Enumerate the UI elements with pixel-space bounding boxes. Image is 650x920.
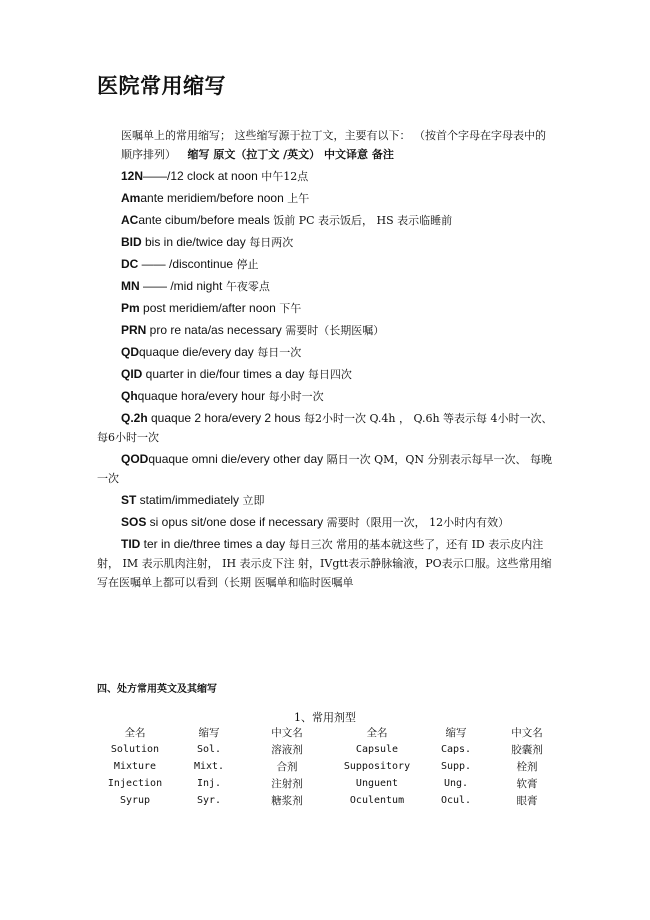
table-cell: Solution [110,744,160,755]
entries-container [97,167,553,592]
abbreviation-entry [97,343,553,362]
abbreviation-entry [97,233,553,252]
abbreviation-original: bis in die/twice day [141,235,246,249]
abbreviation-entry [97,211,553,230]
table-cell: Ung. [443,778,469,789]
abbreviation-code: QOD [121,452,149,466]
table-header-cell: 中文名 [511,727,543,739]
table-cell: Sol. [196,744,222,755]
abbreviation-code: BID [121,235,142,249]
abbreviation-entry [97,491,553,510]
abbreviation-entry [97,299,553,318]
table-cell: Mixture [113,761,157,772]
abbreviation-code: Q.2h [121,411,148,425]
table-cell: Syr. [196,795,222,806]
abbreviation-meaning: 隔日一次 QM，QN 分别表示每早一次、 每晚一次 [97,453,553,485]
abbreviation-code: ST [121,493,137,507]
dosage-form-table [97,724,567,809]
table-header-cell: 全名 [366,727,388,739]
table-cell: 眼膏 [516,795,538,807]
abbreviation-entry [97,387,553,406]
abbreviation-meaning: 每日一次 [253,346,302,359]
abbreviation-code: QID [121,367,143,381]
table-cell: Inj. [196,778,222,789]
table-header-cell: 全名 [124,727,146,739]
abbreviation-meaning: 停止 [233,258,259,271]
abbreviation-original: quaque hora/every hour [137,389,266,403]
abbreviation-original: pro re nata/as necessary [146,323,282,337]
table-cell: 溶液剂 [271,744,303,756]
abbreviation-meaning: 中午12点 [257,170,309,183]
abbreviation-meaning: 每日两次 [245,236,294,249]
abbreviation-entry [97,277,553,296]
abbreviation-code: PRN [121,323,147,337]
table-row [97,758,567,775]
abbreviation-code: Qh [121,389,138,403]
intro-text [97,126,553,164]
abbreviation-meaning: 午夜零点 [222,280,270,293]
abbreviation-meaning: 需要时（长期医嘱） [281,324,385,337]
abbreviation-meaning: 饭前 PC 表示饭后， HS 表示临睡前 [269,214,453,227]
table-cell: 软膏 [516,778,538,790]
abbreviation-code: QD [121,345,139,359]
abbreviation-code: AC [121,213,139,227]
table-header-row [97,724,567,741]
table-cell: Syrup [119,795,151,806]
abbreviation-meaning: 每日三次 常用的基本就这些了，还有 ID 表示皮内注射， IM 表示肌肉注射， IH 表示皮下注 射，IVgtt表示静脉输液，PO表示口服。这些常用缩写在医嘱单上都可以看到（长期 医嘱单和临时医嘱单 [97,538,552,589]
abbreviation-entry [97,513,553,532]
table-header-cell: 中文名 [271,727,303,739]
abbreviation-meaning: 需要时（限用一次， 12小时内有效） [323,516,510,529]
abbreviation-original: quaque die/every day [139,345,254,359]
table-cell: 栓剂 [516,761,538,773]
abbreviation-code: Pm [121,301,140,315]
abbreviation-list [97,126,553,592]
table-cell: Ocul. [440,795,472,806]
abbreviation-original: quaque 2 hora/every 2 hous [147,411,301,425]
abbreviation-meaning: 每小时一次 [265,390,324,403]
abbreviation-original: quarter in die/four times a day [142,367,305,381]
table-cell: 合剂 [276,761,298,773]
abbreviation-original: —— /mid night [139,279,223,293]
table-cell: Oculentum [349,795,405,806]
table-cell: 注射剂 [271,778,303,790]
abbreviation-meaning: 每日四次 [304,368,352,381]
abbreviation-original: ter in die/three times a day [140,537,286,551]
abbreviation-entry [97,167,553,186]
table-cell: Unguent [355,778,399,789]
table-header-cell: 缩写 [445,727,467,739]
column-header: 缩写 原文（拉丁文 /英文） 中文译意 备注 [187,148,394,161]
abbreviation-original: —— /discontinue [138,257,234,271]
table-cell: Capsule [355,744,399,755]
abbreviation-original: ante meridiem/before noon [140,191,284,205]
table-cell: Caps. [440,744,472,755]
abbreviation-original: si opus sit/one dose if necessary [146,515,324,529]
abbreviation-entry [97,321,553,340]
table-row [97,775,567,792]
abbreviation-code: 12N [121,169,144,183]
abbreviation-meaning: 下午 [275,302,302,315]
abbreviation-original: post meridiem/after noon [139,301,276,315]
abbreviation-entry [97,365,553,384]
abbreviation-entry [97,409,553,447]
abbreviation-original: ante cibum/before meals [138,213,270,227]
abbreviation-original: quaque omni die/every other day [148,452,324,466]
table-cell: 胶囊剂 [511,744,543,756]
abbreviation-meaning: 上午 [283,192,310,205]
table-cell: 糖浆剂 [271,795,303,807]
abbreviation-meaning: 立即 [239,494,265,507]
abbreviation-original: statim/immediately [136,493,240,507]
abbreviation-entry [97,189,553,208]
page-title: 医院常用缩写 [97,74,226,98]
abbreviation-original: ——/12 clock at noon [143,169,258,183]
abbreviation-entry [97,535,553,592]
table-row [97,741,567,758]
abbreviation-entry [97,450,553,488]
table-caption: 1、常用剂型 [294,711,356,724]
abbreviation-code: TID [121,537,141,551]
table-cell: Suppository [343,761,411,772]
abbreviation-code: MN [121,279,140,293]
abbreviation-code: SOS [121,515,147,529]
table-cell: Injection [107,778,163,789]
abbreviation-code: Am [121,191,141,205]
intro-line: 医嘱单上的常用缩写； 这些缩写源于拉丁文，主要有以下： （按首个字母在字母表中的顺序排列） [121,129,546,161]
table-header-cell: 缩写 [198,727,220,739]
section-title: 四、处方常用英文及其缩写 [97,684,217,695]
table-row [97,792,567,809]
abbreviation-meaning: 每2小时一次 Q.4h ， Q.6h 等表示每 4小时一次、每6小时一次 [97,412,553,444]
abbreviation-entry [97,255,553,274]
table-cell: Supp. [440,761,472,772]
table-cell: Mixt. [193,761,225,772]
abbreviation-code: DC [121,257,139,271]
